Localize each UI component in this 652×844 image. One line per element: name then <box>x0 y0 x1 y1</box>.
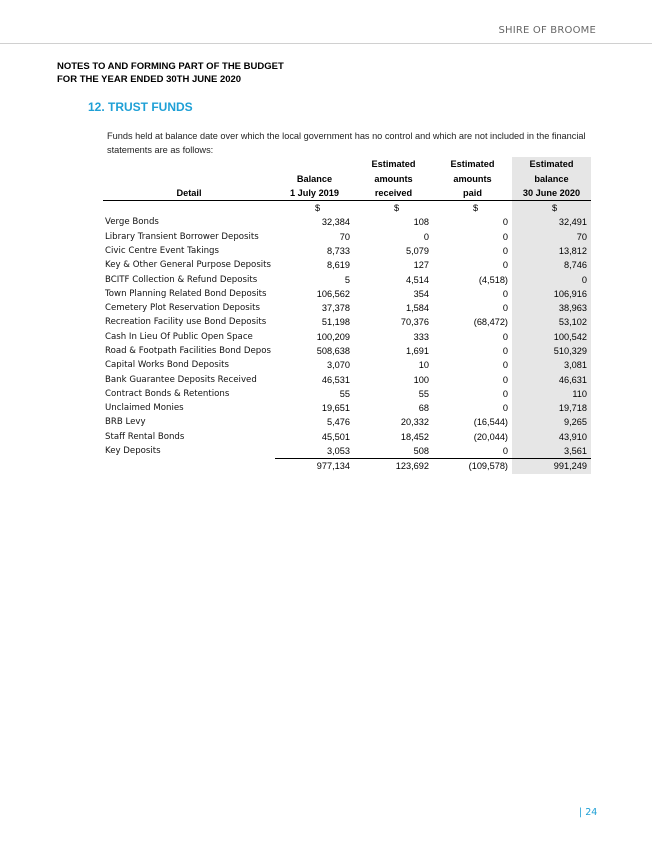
row-value: 3,070 <box>327 360 350 371</box>
row-value: 0 <box>502 388 508 399</box>
row-value: 0 <box>423 231 429 242</box>
row-value: 5,476 <box>327 417 350 428</box>
row-label: BCITF Collection & Refund Deposits <box>105 274 258 285</box>
table-row <box>103 272 591 286</box>
table-row <box>103 330 591 344</box>
row-label: Cash In Lieu Of Public Open Space <box>105 331 253 342</box>
header-cell: 1 July 2019 <box>275 186 354 201</box>
row-value: 70 <box>339 231 350 242</box>
row-label: Recreation Facility use Bond Deposits <box>105 317 267 328</box>
row-value: 51,198 <box>321 317 350 328</box>
row-label: Contract Bonds & Retentions <box>105 388 230 399</box>
row-label: Capital Works Bond Deposits <box>105 360 229 371</box>
row-value: 70,376 <box>400 317 429 328</box>
notes-heading-line-1: NOTES TO AND FORMING PART OF THE BUDGET <box>57 61 284 72</box>
row-value: 70 <box>512 229 591 243</box>
table-row <box>103 387 591 401</box>
row-value: 45,501 <box>321 431 350 442</box>
row-value: 0 <box>502 346 508 356</box>
row-value: 0 <box>502 331 508 342</box>
row-value: 0 <box>502 360 508 371</box>
row-value: 0 <box>512 272 591 286</box>
table-row <box>103 229 591 243</box>
organisation-name: SHIRE OF BROOME <box>498 25 596 36</box>
row-value: 5 <box>344 274 350 285</box>
row-value: 1,691 <box>406 346 429 356</box>
row-value: 108 <box>413 217 429 228</box>
header-cell: amounts <box>374 173 413 184</box>
table-row <box>103 287 591 301</box>
row-value: 0 <box>502 217 508 228</box>
row-value: 20,332 <box>400 417 429 428</box>
row-label: BRB Levy <box>105 417 146 428</box>
table-row <box>103 244 591 258</box>
row-value: 38,963 <box>512 301 591 315</box>
row-value: 3,561 <box>512 444 591 459</box>
table-row <box>103 444 591 459</box>
row-value: 32,384 <box>321 217 350 228</box>
row-value: (20,044) <box>473 431 508 442</box>
total-cell: 991,249 <box>512 459 591 474</box>
total-cell: (109,578) <box>433 459 512 474</box>
row-value: 0 <box>502 403 508 414</box>
row-label: Civic Centre Event Takings <box>105 245 219 256</box>
table-row <box>103 415 591 429</box>
table-row <box>103 372 591 386</box>
row-value: 0 <box>502 231 508 242</box>
table-row <box>103 344 591 358</box>
row-value: 0 <box>502 260 508 271</box>
table-row <box>103 430 591 444</box>
row-value: 0 <box>502 303 508 314</box>
row-label: Key Deposits <box>105 446 161 457</box>
row-value: 10 <box>418 360 429 371</box>
row-value: 0 <box>502 245 508 256</box>
row-label: Town Planning Related Bond Deposits <box>105 288 267 299</box>
total-cell: 123,692 <box>354 459 433 474</box>
table-header <box>103 157 591 215</box>
row-value: 55 <box>418 388 429 399</box>
row-value: 9,265 <box>512 415 591 429</box>
row-value: 4,514 <box>406 274 429 285</box>
unit-cell: $ <box>314 203 321 214</box>
total-cell: 977,134 <box>275 459 354 474</box>
row-value: 0 <box>502 288 508 299</box>
header-cell: Estimated <box>450 159 495 170</box>
unit-cell: $ <box>512 200 591 215</box>
row-value: 510,329 <box>512 344 591 358</box>
row-value: (68,472) <box>473 317 508 328</box>
row-value: 8,733 <box>327 245 350 256</box>
row-value: 19,651 <box>321 403 350 414</box>
row-value: 18,452 <box>400 431 429 442</box>
row-value: 110 <box>512 387 591 401</box>
row-value: 8,619 <box>327 260 350 271</box>
row-value: 5,079 <box>406 245 429 256</box>
page-number: | 24 <box>579 807 598 818</box>
row-value: 106,916 <box>512 287 591 301</box>
row-value: 127 <box>413 260 429 271</box>
table-row <box>103 401 591 415</box>
row-value: 508,638 <box>316 346 350 356</box>
totals-label-cell <box>103 459 275 474</box>
unit-cell: $ <box>393 203 400 214</box>
table-row <box>103 215 591 229</box>
row-label: Unclaimed Monies <box>105 403 184 414</box>
row-value: 55 <box>339 388 350 399</box>
row-value: 32,491 <box>512 215 591 229</box>
row-value: 8,746 <box>512 258 591 272</box>
trust-funds-table <box>103 157 591 474</box>
totals-row <box>103 459 591 474</box>
row-label: Staff Rental Bonds <box>105 431 185 442</box>
row-value: 0 <box>502 374 508 385</box>
header-cell <box>103 171 275 185</box>
row-value: (4,518) <box>478 274 508 285</box>
row-value: 3,053 <box>327 446 350 457</box>
row-value: (16,544) <box>473 417 508 428</box>
header-cell: Estimated <box>512 157 591 171</box>
table-body <box>103 215 591 459</box>
row-label: Road & Footpath Facilities Bond Depos <box>105 346 271 356</box>
row-label: Cemetery Plot Reservation Deposits <box>105 303 260 314</box>
section-title: 12. TRUST FUNDS <box>88 100 193 114</box>
row-label: Library Transient Borrower Deposits <box>105 231 259 242</box>
header-cell: 30 June 2020 <box>512 186 591 201</box>
row-label: Bank Guarantee Deposits Received <box>105 374 257 385</box>
row-value: 3,081 <box>512 358 591 372</box>
table-row <box>103 358 591 372</box>
row-value: 100,209 <box>316 331 350 342</box>
table-row <box>103 315 591 329</box>
header-cell: Estimated <box>371 159 416 170</box>
section-intro: Funds held at balance date over which the local government has no control and which are not included in the financial statements are as follows: <box>107 131 586 155</box>
header-cell <box>275 157 354 171</box>
header-divider <box>0 43 652 44</box>
row-value: 0 <box>502 446 508 457</box>
unit-cell <box>103 200 275 215</box>
table-row <box>103 258 591 272</box>
table-row <box>103 301 591 315</box>
row-value: 53,102 <box>512 315 591 329</box>
row-value: 43,910 <box>512 430 591 444</box>
header-detail: Detail <box>103 186 275 201</box>
row-label: Key & Other General Purpose Deposits <box>105 260 272 271</box>
header-cell: Balance <box>296 173 333 184</box>
row-value: 508 <box>413 446 429 457</box>
header-cell: amounts <box>453 173 492 184</box>
row-value: 100 <box>413 374 429 385</box>
row-value: 333 <box>413 331 429 342</box>
notes-heading-line-2: FOR THE YEAR ENDED 30TH JUNE 2020 <box>57 74 242 85</box>
header-cell: paid <box>433 186 512 201</box>
notes-heading <box>57 60 284 86</box>
row-value: 13,812 <box>512 244 591 258</box>
header-cell <box>103 157 275 171</box>
header-cell: received <box>354 186 433 201</box>
row-value: 106,562 <box>316 288 350 299</box>
row-value: 100,542 <box>512 330 591 344</box>
header-cell: balance <box>512 171 591 185</box>
row-label: Verge Bonds <box>105 217 159 228</box>
row-value: 46,531 <box>321 374 350 385</box>
unit-cell: $ <box>472 203 479 214</box>
row-value: 37,378 <box>321 303 350 314</box>
row-value: 354 <box>413 288 429 299</box>
row-value: 1,584 <box>406 303 429 314</box>
row-value: 19,718 <box>512 401 591 415</box>
row-value: 68 <box>418 403 429 414</box>
row-value: 46,631 <box>512 372 591 386</box>
